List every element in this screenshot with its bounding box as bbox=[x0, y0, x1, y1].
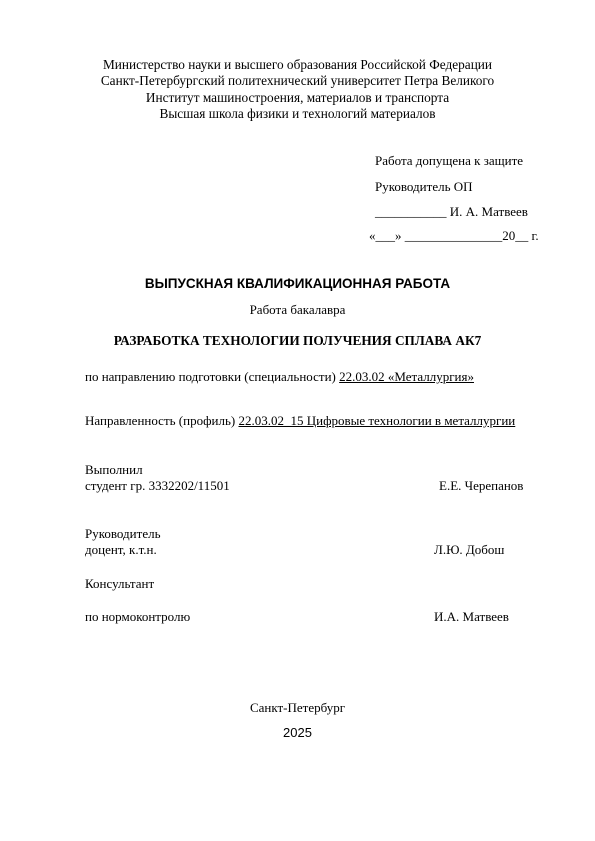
university-line: Санкт-Петербургский политехнический университет Петра Великого bbox=[100, 73, 495, 88]
footer-city: Санкт-Петербург bbox=[249, 700, 346, 715]
approval-signature-line: ___________ И. А. Матвеев bbox=[375, 204, 528, 219]
approval-date-line: «___» _______________20__ г. bbox=[369, 228, 539, 243]
school-line: Высшая школа физики и технологий материалов bbox=[159, 106, 436, 121]
work-type: Работа бакалавра bbox=[249, 302, 346, 317]
consultant-label: Консультант bbox=[85, 576, 155, 591]
footer-year: 2025 bbox=[283, 725, 312, 740]
approval-admitted: Работа допущена к защите bbox=[375, 153, 524, 168]
normcontrol-name: И.А. Матвеев bbox=[434, 609, 509, 624]
direction-value: 22.03.02 «Металлургия» bbox=[339, 369, 474, 384]
student-label: студент гр. 3332202/11501 bbox=[85, 478, 230, 493]
work-topic: РАЗРАБОТКА ТЕХНОЛОГИИ ПОЛУЧЕНИЯ СПЛАВА АК7 bbox=[113, 333, 482, 348]
supervisor-name: Л.Ю. Добош bbox=[434, 542, 505, 557]
profile-value: 22.03.02_15 Цифровые технологии в металлургии bbox=[238, 413, 516, 428]
profile-line bbox=[85, 413, 515, 429]
supervisor-label: Руководитель bbox=[85, 526, 161, 541]
supervisor-position: доцент, к.т.н. bbox=[85, 542, 157, 557]
normcontrol-label: по нормоконтролю bbox=[85, 609, 191, 624]
approval-head-title: Руководитель ОП bbox=[375, 179, 473, 194]
student-name: Е.Е. Черепанов bbox=[439, 478, 524, 493]
document-title: ВЫПУСКНАЯ КВАЛИФИКАЦИОННАЯ РАБОТА bbox=[144, 276, 451, 291]
direction-line bbox=[85, 369, 474, 385]
performed-label: Выполнил bbox=[85, 462, 143, 477]
direction-prefix: по направлению подготовки (специальности) bbox=[85, 369, 336, 384]
institute-line: Институт машиностроения, материалов и транспорта bbox=[145, 90, 450, 105]
profile-prefix: Направленность (профиль) bbox=[85, 413, 236, 428]
ministry-line: Министерство науки и высшего образования Российской Федерации bbox=[102, 57, 493, 72]
